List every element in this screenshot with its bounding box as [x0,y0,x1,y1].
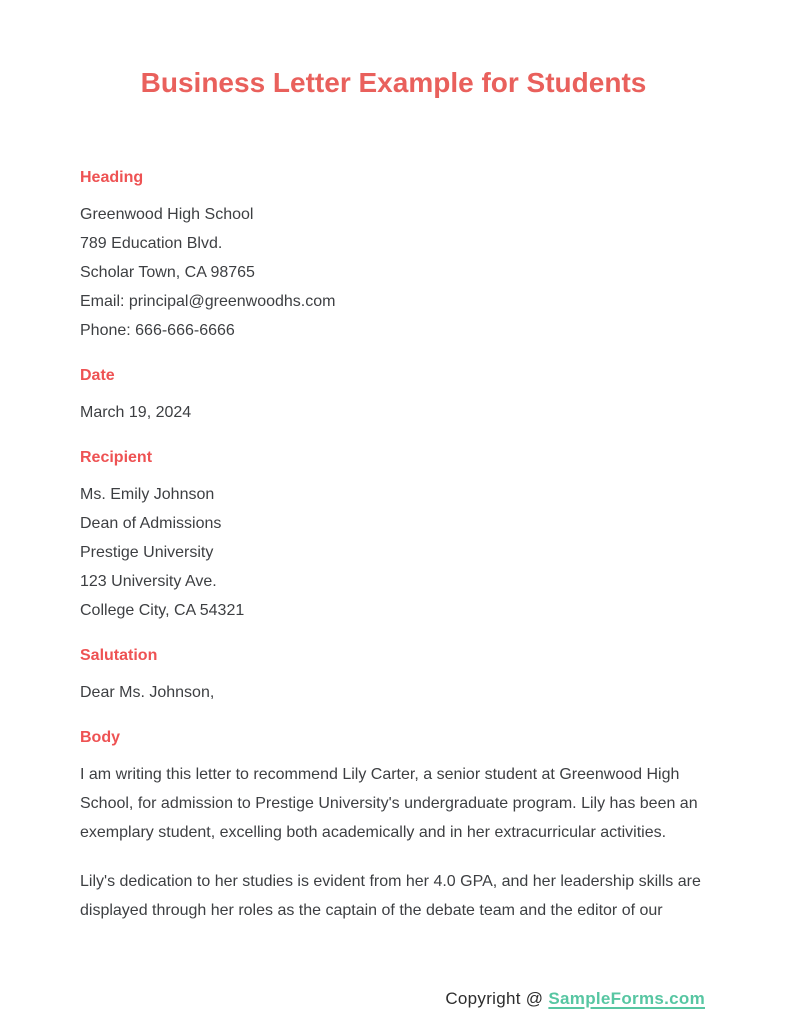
recipient-section-label: Recipient [80,449,153,466]
footer [445,988,705,1010]
date-line: March 19, 2024 [80,404,192,421]
recipient-org-line: Prestige University [80,544,214,561]
sender-email-line: Email: principal@greenwoodhs.com [80,293,336,310]
date-section-label: Date [80,367,115,384]
body-section [80,727,787,925]
sender-street-line: 789 Education Blvd. [80,235,223,252]
salutation-section-label: Salutation [80,647,158,664]
salutation-section [80,645,787,707]
recipient-name-line: Ms. Emily Johnson [80,486,215,503]
date-section [80,365,787,427]
page-title: Business Letter Example for Students [140,67,647,98]
recipient-city-line: College City, CA 54321 [80,602,245,619]
sender-city-line: Scholar Town, CA 98765 [80,264,255,281]
recipient-section [80,447,787,625]
body-section-label: Body [80,729,120,746]
body-paragraph: Lily's dedication to her studies is evident from her 4.0 GPA, and her leadership skills are displayed through her roles as the captain of the debate team and the editor of our [80,873,701,919]
sampleforms-link[interactable]: SampleForms.com [548,989,705,1008]
sender-section-label: Heading [80,169,144,186]
recipient-title-line: Dean of Admissions [80,515,222,532]
sender-phone-line: Phone: 666-666-6666 [80,322,235,339]
sender-school-line: Greenwood High School [80,206,254,223]
recipient-street-line: 123 University Ave. [80,573,217,590]
sender-section [80,167,787,345]
copyright-text: Copyright @ [445,989,549,1008]
salutation-line: Dear Ms. Johnson, [80,684,215,701]
body-paragraph: I am writing this letter to recommend Lily Carter, a senior student at Greenwood High School, for admission to Prestige University's undergraduate program. Lily has been an exemplary student, excelling both academically and in her extracurricular activities. [80,766,698,841]
